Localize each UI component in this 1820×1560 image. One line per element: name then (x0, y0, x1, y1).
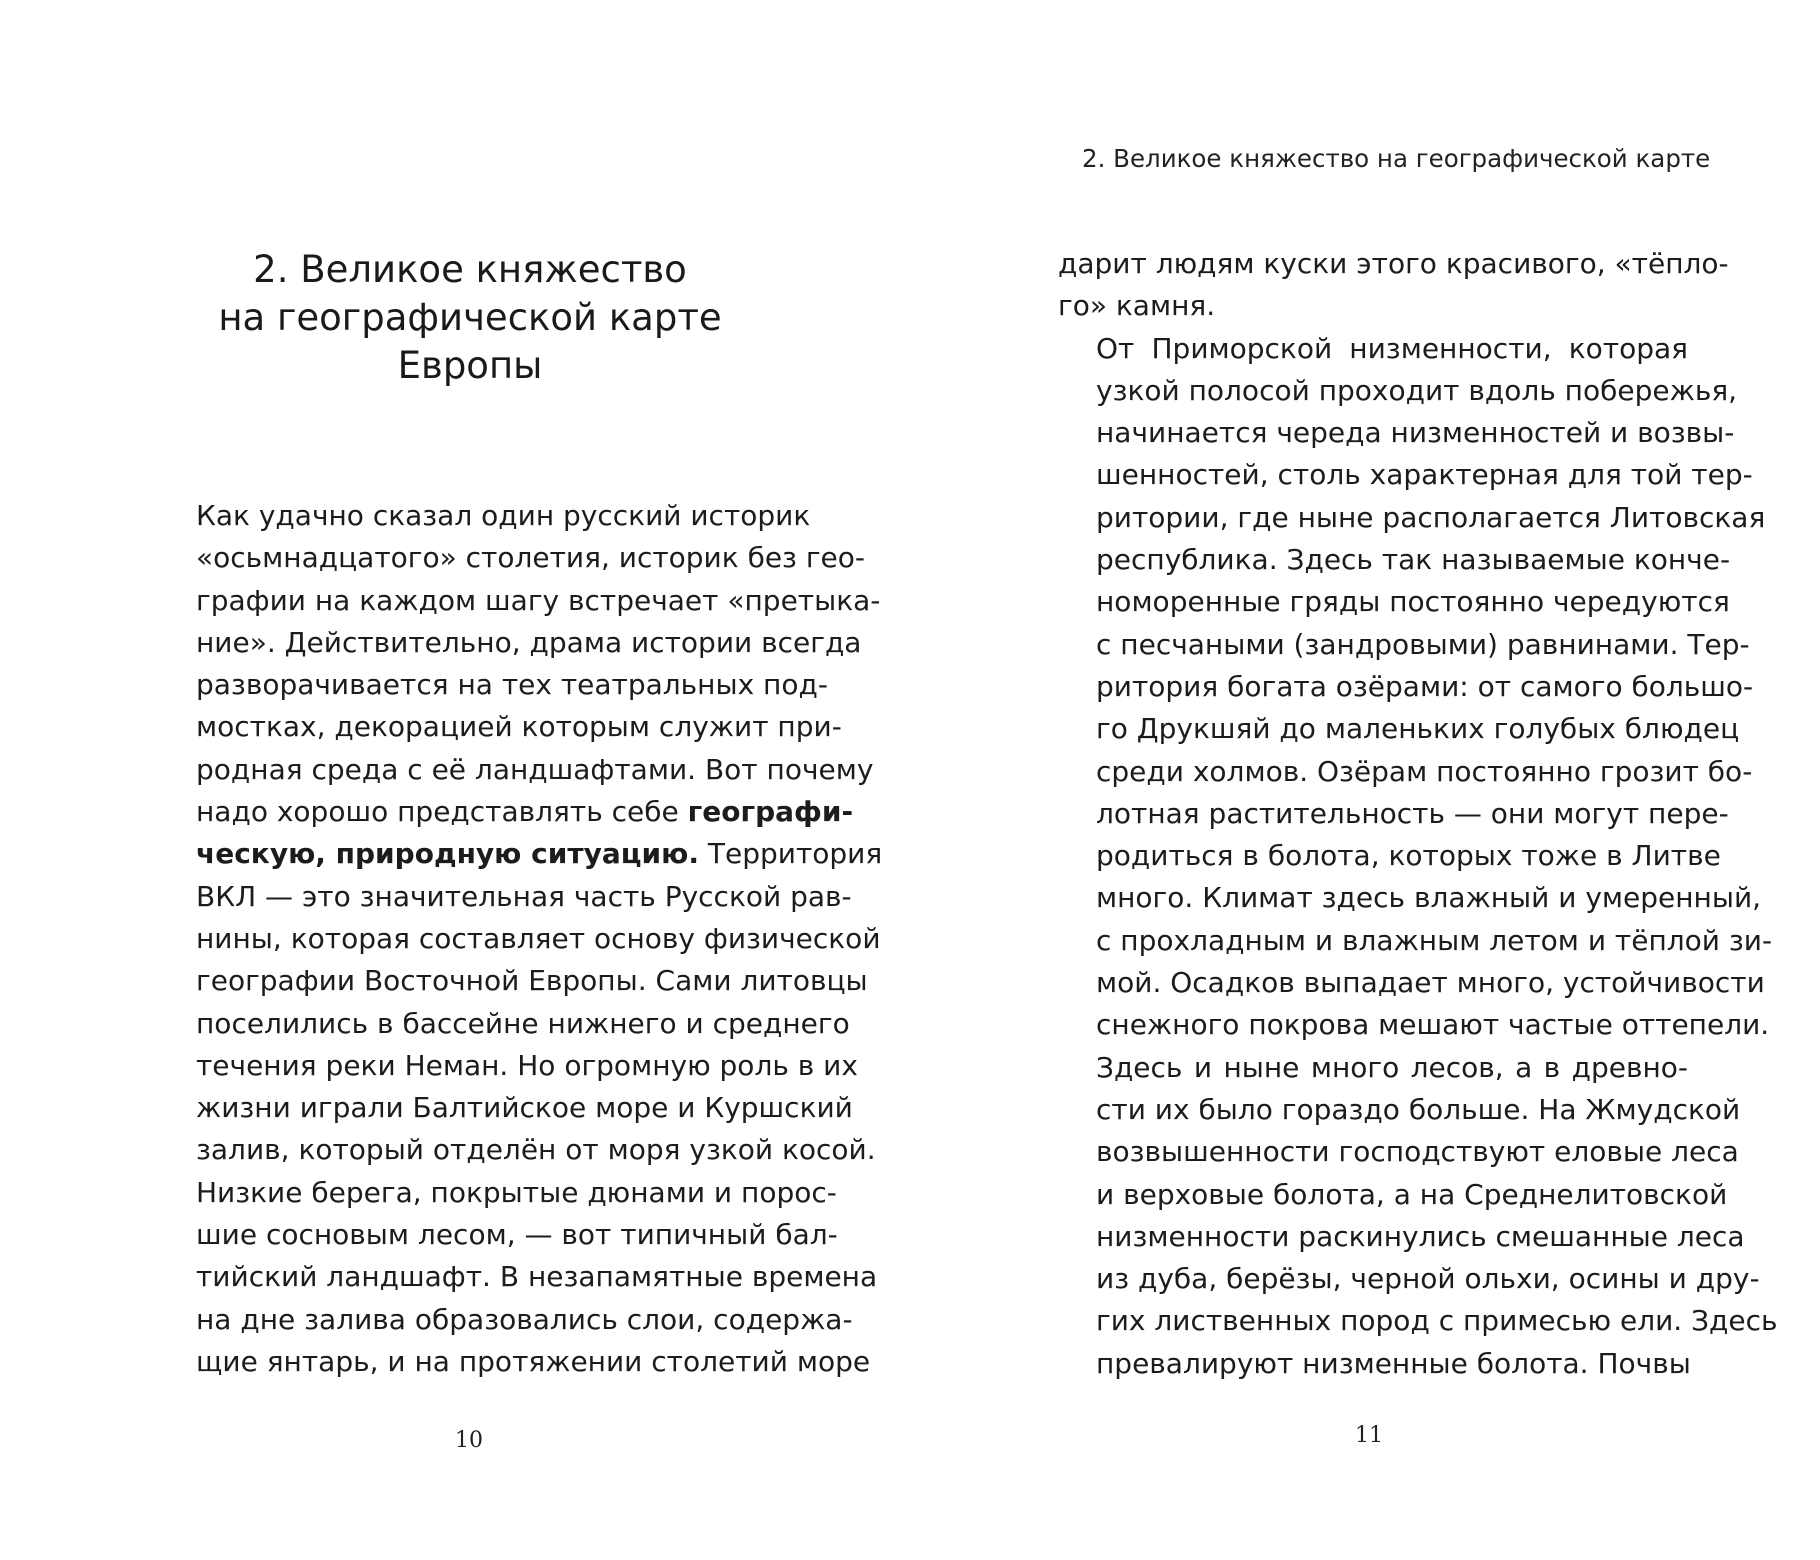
text-line: превалируют низменные болота. Почвы (1096, 1346, 1691, 1380)
text-line: ВКЛ — это значительная часть Русской рав- (196, 879, 852, 913)
text-line: разворачивается на тех театральных под- (196, 668, 828, 702)
emphasis-text: ческую, природную ситуацию. (196, 837, 699, 871)
text-line: родная среда с её ландшафтами. Вот почему (196, 752, 874, 786)
text-line: и верховые болота, а на Среднелитовской (1096, 1177, 1728, 1211)
text-line: мой. Осадков выпадает много, устойчивости (1096, 966, 1765, 1000)
text-line: Как удачно сказал один русский историк (196, 499, 811, 532)
text-line: начинается череда низменностей и возвы- (1096, 416, 1735, 450)
text-line: с прохладным и влажным летом и тёплой зи- (1096, 923, 1773, 957)
text-line: го» камня. (1058, 289, 1216, 323)
text-line: много. Климат здесь влажный и умеренный, (1096, 881, 1762, 915)
text-line: родиться в болота, которых тоже в Литве (1096, 839, 1721, 873)
text-fragment: Территория (707, 837, 883, 871)
text-fragment: надо хорошо представлять себе (196, 795, 679, 829)
text-line: гих лиственных пород с примесью ели. Здесь (1096, 1304, 1778, 1338)
right-body-text (1058, 243, 1778, 1385)
chapter-title (160, 246, 780, 390)
text-line: на дне залива образовались слои, содержа- (196, 1302, 853, 1336)
text-line: залив, который отделён от моря узкой косой. (196, 1133, 876, 1167)
text-line: низменности раскинулись смешанные леса (1096, 1219, 1745, 1253)
text-line: От Приморской низменности, которая (1096, 331, 1688, 365)
text-line: среди холмов. Озёрам постоянно грозит бо- (1096, 754, 1753, 788)
text-line: ние». Действительно, драма истории всегда (196, 625, 862, 659)
text-line: с песчаными (зандровыми) равнинами. Тер- (1096, 627, 1750, 661)
paragraph (158, 495, 883, 1383)
text-line: мостках, декорацией которым служит при- (196, 710, 842, 744)
paragraph (1058, 328, 1773, 1047)
text-line (158, 791, 854, 833)
running-head: 2. Великое княжество на географической карте (1082, 144, 1711, 173)
paragraph (1058, 243, 1729, 328)
text-line: географии Восточной Европы. Сами литовцы (196, 964, 868, 998)
right-page (900, 0, 1820, 1560)
text-line: сти их было гораздо больше. На Жмудской (1096, 1092, 1741, 1126)
text-line: поселились в бассейне нижнего и среднего (196, 1006, 850, 1040)
text-line: «осьмнадцатого» столетия, историк без гео- (196, 541, 866, 575)
text-line: ритория богата озёрами: от самого большо- (1096, 669, 1754, 703)
text-line: ритории, где ныне располагается Литовская (1096, 500, 1766, 534)
text-line: возвышенности господствуют еловые леса (1096, 1135, 1739, 1169)
text-line: дарит людям куски этого красивого, «тёпло- (1058, 247, 1729, 280)
text-line: Здесь и ныне много лесов, а в древно- (1096, 1050, 1688, 1084)
text-line: шие сосновым лесом, — вот типичный бал- (196, 1218, 838, 1252)
text-line: снежного покрова мешают частые оттепели. (1096, 1008, 1770, 1042)
page-number: 10 (455, 1428, 483, 1453)
text-line: го Друкшяй до маленьких голубых блюдец (1096, 712, 1740, 746)
text-line: лотная растительность — они могут пере- (1096, 796, 1729, 830)
text-line: тийский ландшафт. В незапамятные времена (196, 1260, 878, 1294)
text-line: узкой полосой проходит вдоль побережья, (1096, 373, 1738, 407)
text-line: жизни играли Балтийское море и Куршский (196, 1091, 853, 1125)
text-line: номоренные гряды постоянно чередуются (1096, 585, 1730, 619)
text-line: из дуба, берёзы, черной ольхи, осины и дру- (1096, 1262, 1760, 1296)
paragraph (1058, 1047, 1778, 1385)
text-line: шенностей, столь характерная для той тер- (1096, 458, 1753, 492)
left-page (0, 0, 900, 1560)
text-line: графии на каждом шагу встречает «претыка- (196, 583, 881, 617)
text-line (158, 833, 883, 875)
page-number: 11 (1355, 1423, 1383, 1448)
left-body-text (158, 495, 883, 1383)
text-line: республика. Здесь так называемые конче- (1096, 543, 1731, 577)
text-line: нины, которая составляет основу физической (196, 921, 881, 955)
chapter-title-line: 2. Великое княжество (253, 248, 687, 291)
text-line: течения реки Неман. Но огромную роль в их (196, 1048, 858, 1082)
text-line: Низкие берега, покрытые дюнами и порос- (196, 1175, 837, 1209)
emphasis-text: географи- (687, 795, 854, 829)
chapter-title-line: на географической карте Европы (218, 296, 722, 387)
text-line: щие янтарь, и на протяжении столетий море (196, 1344, 871, 1378)
